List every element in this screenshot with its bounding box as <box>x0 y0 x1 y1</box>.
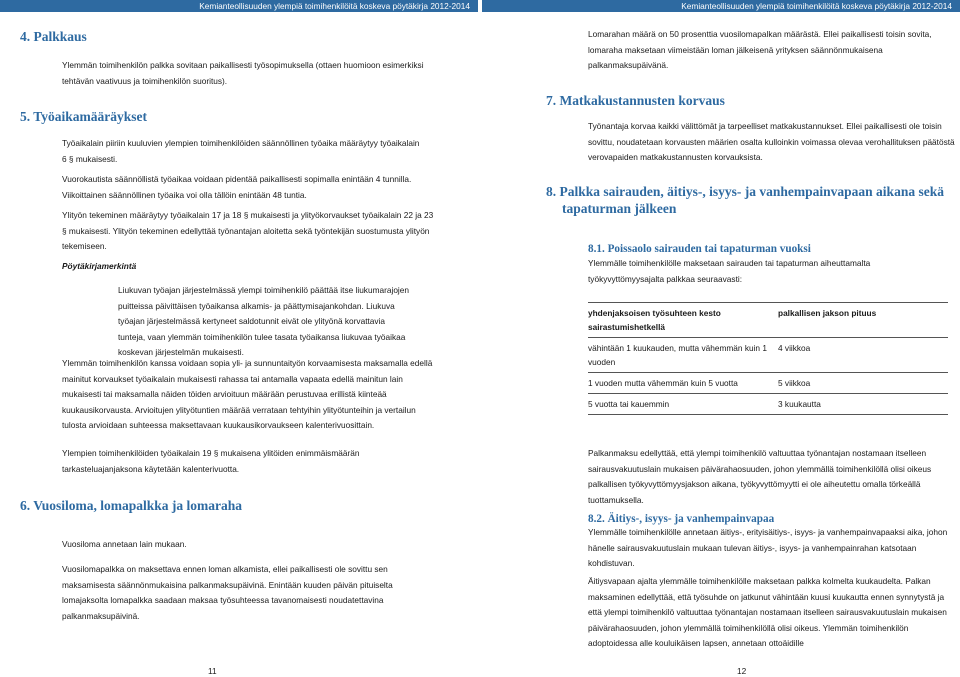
table-cell: 5 viikkoa <box>778 373 948 394</box>
right-page <box>480 0 960 677</box>
table-cell: 3 kuukautta <box>778 394 948 415</box>
table-row <box>588 394 948 415</box>
section-7-paragraph: Työnantaja korvaa kaikki välittömät ja tarpeelliset matkakustannukset. Ellei paikallisesti ole toisin sovittu, noudatetaan korvausten määrien osalta kulloinkin voimassa olevaa verohallituksen päätöstä verovapaiden matkakustannusten korvauksista. <box>588 121 955 163</box>
table-cell: 5 vuotta tai kauemmin <box>588 394 778 415</box>
section-8-1-paragraph-1: Ylemmälle toimihenkilölle maksetaan sairauden tai tapaturman aiheuttamalta työkyvyttömyysajalta palkkaa seuraavasti: <box>588 258 871 284</box>
section-5-paragraph-2: Vuorokautista säännöllistä työaikaa voidaan pidentää paikallisesti sopimalla enintään 4 tunnilla. Viikoittainen säännöllinen työaika voi olla tällöin enintään 48 tuntia. <box>62 174 412 200</box>
sick-pay-table <box>588 302 948 415</box>
minutes-text: Liukuvan työajan järjestelmässä ylempi toimihenkilö päättää itse liukumarajojen puitteissa päivittäisen työaikansa alkamis- ja päättymisajankohdan. Liukuva työajan järjestelmässä kertyneet saldotunnit eivät ole ylityönä korvattavia tunteja, vaan ylemmän toimihenkilön tulee tasata työaikansa liukuvaa työaikaa koskevan järjestelmän mukaisesti. <box>118 285 410 358</box>
section-6-heading: 6. Vuosiloma, lomapalkka ja lomaraha <box>20 498 243 513</box>
table-header-cell: palkallisen jakson pituus <box>778 303 948 338</box>
table-row <box>588 338 948 373</box>
section-6-paragraph-1: Vuosiloma annetaan lain mukaan. <box>62 539 187 549</box>
holiday-bonus-paragraph: Lomarahan määrä on 50 prosenttia vuosilomapalkan määrästä. Ellei paikallisesti toisin sovita, lomaraha maksetaan viimeistään loman jälkeisenä yrityksen säännönmukaisena palkanmaksupäivänä. <box>588 29 932 71</box>
section-7-heading: 7. Matkakustannusten korvaus <box>546 93 725 108</box>
table-header-cell: yhdenjaksoisen työsuhteen kesto sairastumishetkellä <box>588 303 778 338</box>
section-8-1-heading: 8.1. Poissaolo sairauden tai tapaturman vuoksi <box>588 243 811 255</box>
table-cell: 1 vuoden mutta vähemmän kuin 5 vuotta <box>588 373 778 394</box>
section-8-2-heading: 8.2. Äitiys-, isyys- ja vanhempainvapaa <box>588 513 775 525</box>
section-8-2-paragraph-1: Ylemmälle toimihenkilölle annetaan äitiys-, erityisäitiys-, isyys- ja vanhempainvapaaksi aika, johon hänelle sairausvakuutuslain mukaan tulevan äitiys-, isyys- ja vanhempainrahan katsotaan kohdistuvan. <box>588 527 948 569</box>
table-cell: 4 viikkoa <box>778 338 948 373</box>
table-cell: vähintään 1 kuukauden, mutta vähemmän kuin 1 vuoden <box>588 338 778 373</box>
section-5-heading: 5. Työaikamääräykset <box>20 109 148 124</box>
section-5-paragraph-1: Työaikalain piiriin kuuluvien ylempien toimihenkilöiden säännöllinen työaika määräytyy työaikalain 6 § mukaisesti. <box>62 138 420 164</box>
minutes-label: Pöytäkirjamerkintä <box>62 261 137 271</box>
section-8-heading-line-1: 8. Palkka sairauden, äitiys-, isyys- ja vanhempainvapaan aikana sekä <box>546 184 944 199</box>
section-4-heading: 4. Palkkaus <box>20 29 87 44</box>
section-4-paragraph: Ylemmän toimihenkilön palkka sovitaan paikallisesti työsopimuksella (ottaen huomioon esimerkiksi tehtävän vaativuus ja toimihenkilön suoritus). <box>62 60 424 86</box>
table-header-row <box>588 303 948 338</box>
section-6-paragraph-2: Vuosilomapalkka on maksettava ennen loman alkamista, ellei paikallisesti ole sovittu sen maksamisesta säännönmukaisina palkanmaksupäivinä. Enintään kuuden päivän pituiselta lomajaksolta lomapalkka saadaan maksaa työsuhteessa tavanomaisesti noudatettavina palkanmaksupäivinä. <box>62 564 393 621</box>
page-header: Kemianteollisuuden ylempiä toimihenkilöitä koskeva pöytäkirja 2012-2014 <box>0 0 478 12</box>
section-5-paragraph-5: Ylempien toimihenkilöiden työaikalain 19 § mukaisena ylitöiden enimmäismäärän tarkasteluajanjaksona käytetään kalenterivuotta. <box>62 448 360 474</box>
page-header: Kemianteollisuuden ylempiä toimihenkilöitä koskeva pöytäkirja 2012-2014 <box>482 0 960 12</box>
page-number: 11 <box>208 666 217 676</box>
section-8-2-paragraph-2: Äitiysvapaan ajalta ylemmälle toimihenkilölle maksetaan palkka kolmelta kuukaudelta. Palkan maksaminen edellyttää, että työsuhde on jatkunut vähintään kuusi kuukautta ennen synnytystä ja että ylempi toimihenkilö valtuuttaa työnantajan nostamaan itselleen sairausvakuutuslain mukaisen päivärahaosuuden, johon ylemmällä toimihenkilöllä olisi oikeus. Ylemmän toimihenkilön adoptoidessa alle kouluikäisen lapsen, annetaan ottoäidille <box>588 576 947 649</box>
page-number: 12 <box>737 666 747 676</box>
section-8-1-paragraph-2: Palkanmaksu edellyttää, että ylempi toimihenkilö valtuuttaa työnantajan nostamaan itselleen sairausvakuutuslain mukaisen päivärahaosuuden, johon ylemmällä toimihenkilöllä olisi oikeus palkallisen työkyvyttömyysjakson aikana, työkyvyttömyytti ei ole aiheutettu omalla törkeällä tuottamuksella. <box>588 448 932 505</box>
section-5-paragraph-3: Ylityön tekeminen määräytyy työaikalain 17 ja 18 § mukaisesti ja ylityökorvaukset työaikalain 22 ja 23 § mukaisesti. Ylityön tekeminen edellyttää työnantajan aloitetta sekä työntekijän suostumusta ylityön tekemiseen. <box>62 210 434 252</box>
table-row <box>588 373 948 394</box>
section-8-heading-line-2: tapaturman jälkeen <box>562 201 677 216</box>
section-5-paragraph-4: Ylemmän toimihenkilön kanssa voidaan sopia yli- ja sunnuntaityön korvaamisesta maksamalla edellä mainitut korvaukset työaikalain mukaisesti rahassa tai antamalla vapaata edellä mainitun lain mukaisesti tai maksamalla näiden töiden arvioituun määrään perustuvaa erillistä kiinteää kuukausikorvausta. Arvioitujen ylityötuntien määrää verrataan tehtyihin ylityötunteihin ja vertailun tulosta arvioidaan suhteessa maksettavaan kuukausikorvaukseen kalenterivuosittain. <box>62 358 433 431</box>
